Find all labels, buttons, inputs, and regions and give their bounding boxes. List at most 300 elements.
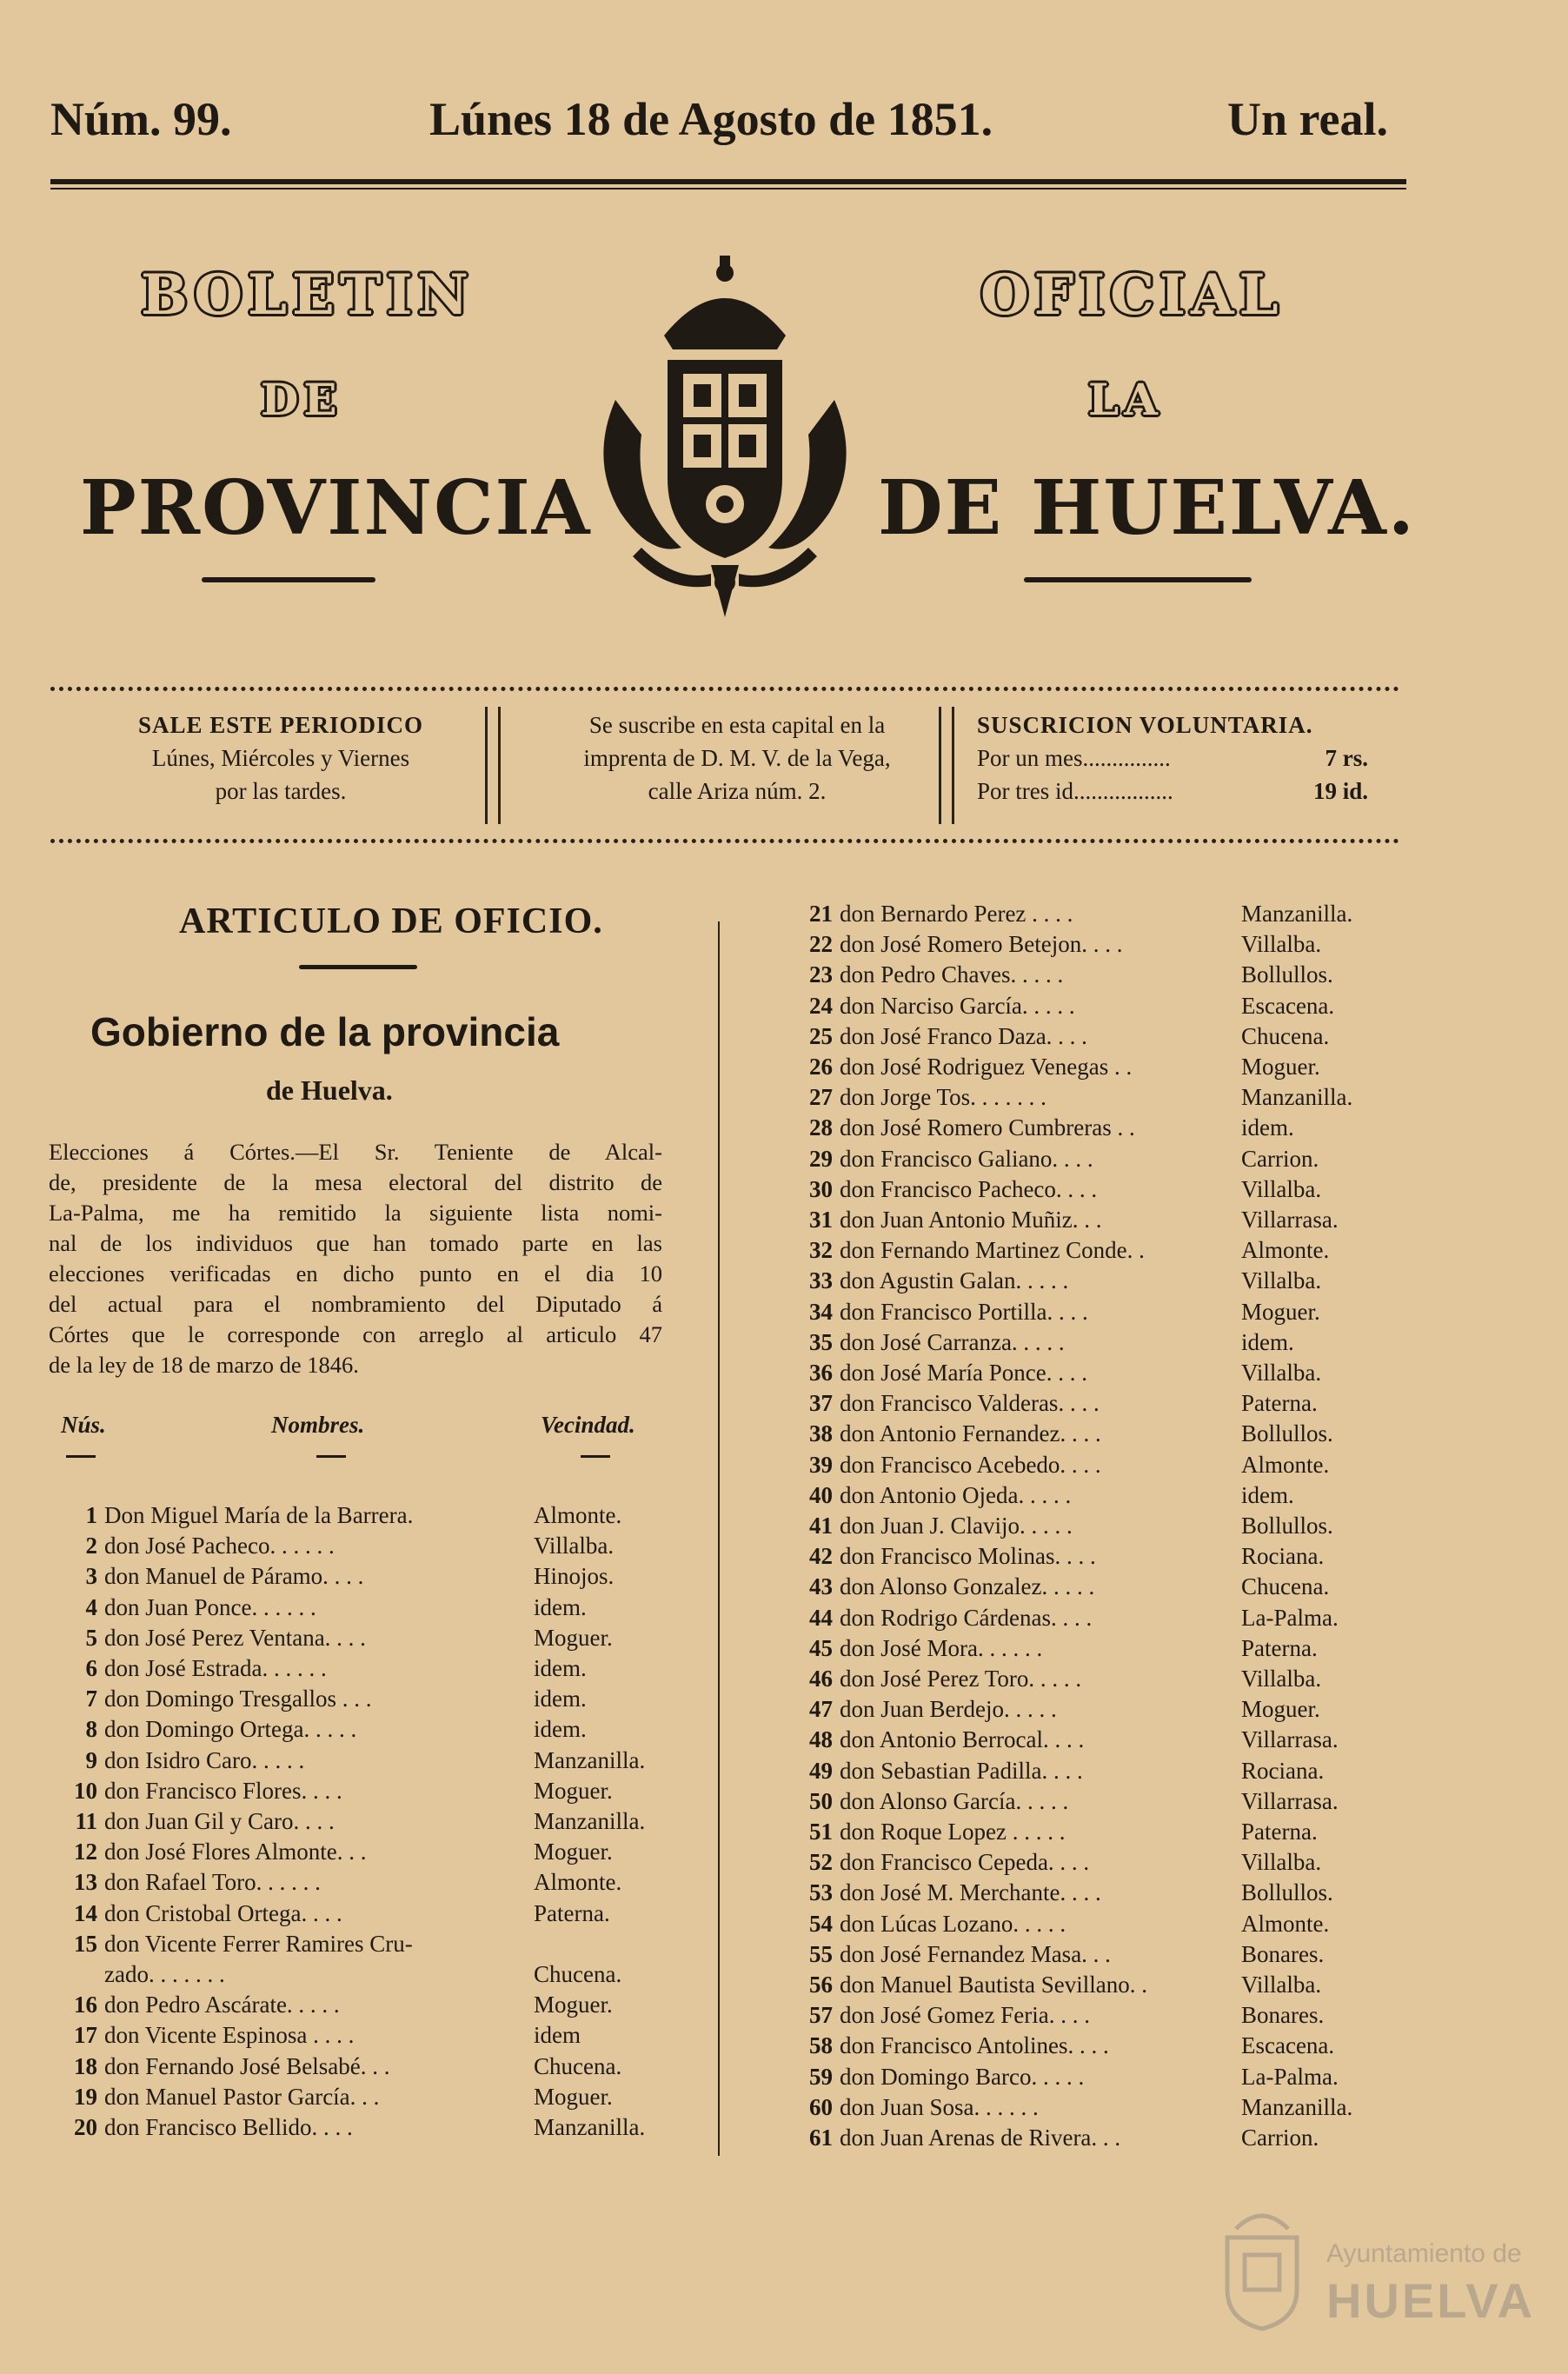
- table-row: [787, 1664, 1396, 1694]
- entry-name: don Narciso García. . . . .: [840, 992, 1075, 1019]
- entry-residence: Paterna.: [1241, 1819, 1318, 1845]
- entry-residence: Almonte.: [1241, 1237, 1330, 1264]
- entry-number: 61: [809, 2125, 833, 2151]
- entry-number: 18: [74, 2052, 97, 2079]
- table-row: [787, 1144, 1396, 1174]
- table-row: [49, 1990, 683, 2020]
- entry-name: don Francisco Valderas. . . .: [840, 1390, 1100, 1417]
- entry-name: don Manuel Bautista Sevillano. .: [840, 1972, 1147, 1998]
- entry-name: don Jorge Tos. . . . . . .: [840, 1084, 1046, 1111]
- entry-name: don Juan Gil y Caro. . . .: [104, 1808, 335, 1834]
- entry-number: 22: [809, 931, 833, 958]
- entry-name: don Roque Lopez . . . . .: [840, 1819, 1066, 1845]
- entry-name: don José Estrada. . . . . .: [104, 1655, 327, 1681]
- entry-residence: idem.: [1241, 1114, 1294, 1141]
- entry-number: 23: [809, 961, 833, 988]
- entry-residence: Villalba.: [1241, 1267, 1322, 1294]
- entry-name: don Pedro Chaves. . . . .: [840, 961, 1064, 988]
- entry-residence: Moguer.: [1241, 1696, 1320, 1723]
- entry-number: 56: [809, 1972, 833, 1998]
- table-row: [787, 1817, 1396, 1847]
- table-row: [787, 1174, 1396, 1205]
- entry-name: don Juan J. Clavijo. . . . .: [840, 1513, 1073, 1539]
- entry-name: don Juan Sosa. . . . . .: [840, 2093, 1039, 2120]
- entry-name: don Manuel de Páramo. . . .: [104, 1563, 364, 1590]
- entry-residence: idem.: [534, 1716, 587, 1743]
- table-row: [787, 1327, 1396, 1358]
- table-row: [787, 1388, 1396, 1419]
- entry-residence: idem.: [534, 1593, 587, 1620]
- table-row: [49, 1867, 683, 1898]
- entry-residence: idem.: [534, 1686, 587, 1712]
- entry-number: 29: [809, 1145, 833, 1172]
- entry-number: 1: [85, 1502, 97, 1528]
- entry-number: 13: [74, 1869, 97, 1896]
- entry-number: 2: [85, 1533, 97, 1559]
- table-row: [49, 1500, 683, 1531]
- entry-residence: Hinojos.: [534, 1563, 615, 1590]
- entry-name: don Cristobal Ortega. . . .: [104, 1899, 342, 1926]
- entry-number: 4: [85, 1593, 97, 1620]
- entry-number: 19: [74, 2083, 97, 2110]
- entry-residence: Bonares.: [1241, 1940, 1325, 1967]
- table-row: [49, 2082, 683, 2112]
- entry-name: don Domingo Barco. . . . .: [840, 2063, 1085, 2090]
- entry-name: don José Romero Cumbreras . .: [840, 1114, 1135, 1141]
- table-row: [49, 1929, 683, 1959]
- table-row: [787, 1909, 1396, 1939]
- paragraph-line: nal de los individuos que han tomado parte en las: [49, 1230, 662, 1256]
- entry-name: don José Romero Betejon. . . .: [840, 931, 1123, 958]
- table-row: [787, 1205, 1396, 1235]
- entry-name: don Vicente Espinosa . . . .: [104, 2022, 355, 2049]
- table-row: [49, 1653, 683, 1684]
- watermark-line-2: HUELVA: [1326, 2273, 1535, 2328]
- entry-name: don José M. Merchante. . . .: [840, 1879, 1101, 1906]
- entry-number: 16: [74, 1992, 97, 2018]
- entry-number: 24: [809, 992, 833, 1019]
- entry-name: don Vicente Ferrer Ramires Cru-: [104, 1930, 413, 1957]
- article-paragraph: [49, 1137, 662, 1380]
- table-row: [787, 1878, 1396, 1908]
- entry-name: don Lúcas Lozano. . . . .: [840, 1910, 1066, 1937]
- entry-number: 39: [809, 1451, 833, 1478]
- masthead-de: DE: [261, 374, 342, 425]
- entry-number: 14: [74, 1899, 97, 1926]
- coat-of-arms-icon: [581, 252, 869, 628]
- entry-residence: Villalba.: [1241, 1360, 1322, 1386]
- table-row: [787, 899, 1396, 929]
- article-subtitle: de Huelva.: [266, 1074, 393, 1106]
- entry-name: don Francisco Bellido. . . .: [104, 2114, 353, 2140]
- entry-name: don José María Ponce. . . .: [840, 1360, 1087, 1386]
- entry-number: 47: [809, 1696, 833, 1723]
- city-crest-watermark-icon: [1210, 2203, 1314, 2333]
- entry-number: 26: [809, 1054, 833, 1080]
- issue-number: Núm. 99.: [50, 93, 232, 145]
- entry-name: don Agustin Galan. . . . .: [840, 1267, 1069, 1294]
- table-row: [787, 960, 1396, 990]
- entry-residence: Chucena.: [534, 2052, 622, 2079]
- table-row: [49, 2020, 683, 2051]
- entry-residence: La-Palma.: [1241, 2063, 1339, 2090]
- table-row: [787, 1052, 1396, 1082]
- prices-title: SUSCRICION VOLUNTARIA.: [977, 712, 1313, 738]
- paragraph-line: elecciones verificadas en dicho punto en el dia 10: [49, 1260, 662, 1287]
- table-row: [787, 1847, 1396, 1878]
- issue-price: Un real.: [1227, 93, 1388, 145]
- paragraph-line: Elecciones á Córtes.—El Sr. Teniente de Alcal-: [49, 1139, 662, 1165]
- entry-residence: Villarrasa.: [1241, 1207, 1339, 1233]
- entry-residence: idem.: [534, 1655, 587, 1681]
- entry-number: 36: [809, 1360, 833, 1386]
- ornament-right: [1024, 577, 1252, 582]
- location-line-2: imprenta de D. M. V. de la Vega,: [583, 745, 891, 771]
- publication-schedule: [68, 708, 494, 808]
- location-line-1: Se suscribe en esta capital en la: [588, 712, 886, 738]
- entry-name: don José Fernandez Masa. . .: [840, 1940, 1111, 1967]
- header-dash-3: [581, 1455, 610, 1458]
- entry-name: don Bernardo Perez . . . .: [840, 901, 1073, 927]
- table-row: [787, 2031, 1396, 2061]
- table-row: [787, 1633, 1396, 1664]
- entry-number: 15: [74, 1930, 97, 1957]
- entry-name: don Francisco Acebedo. . . .: [840, 1451, 1101, 1478]
- entry-number: 31: [809, 1207, 833, 1233]
- entry-number: 7: [85, 1686, 97, 1712]
- entry-residence: Manzanilla.: [534, 1808, 646, 1834]
- entry-name: don Juan Arenas de Rivera. . .: [840, 2125, 1121, 2151]
- entry-residence: Manzanilla.: [534, 2114, 646, 2140]
- entry-residence: Bollullos.: [1241, 1513, 1333, 1539]
- entry-name: don Sebastian Padilla. . . .: [840, 1757, 1083, 1784]
- top-rule-thin: [50, 188, 1406, 190]
- table-row: [49, 1684, 683, 1714]
- entry-name: don Francisco Galiano. . . .: [840, 1145, 1093, 1172]
- table-row: [787, 929, 1396, 960]
- table-row: [787, 1419, 1396, 1449]
- table-row: [787, 1939, 1396, 1970]
- entry-number: 32: [809, 1237, 833, 1264]
- entry-name: don Isidro Caro. . . . .: [104, 1746, 305, 1773]
- entry-residence: Moguer.: [534, 1992, 613, 2018]
- entry-name: don Francisco Molinas. . . .: [840, 1543, 1096, 1570]
- masthead-provincia: PROVINCIA: [80, 464, 592, 552]
- section-ornament: [299, 965, 417, 969]
- table-row: [49, 1959, 683, 1990]
- entry-number: 55: [809, 1940, 833, 1967]
- entry-residence: Manzanilla.: [1241, 901, 1353, 927]
- paragraph-line: del actual para el nombramiento del Diputado á: [49, 1291, 662, 1317]
- entry-number: 40: [809, 1481, 833, 1508]
- masthead-de-huelva: DE HUELVA.: [878, 464, 1416, 552]
- entry-residence: Moguer.: [1241, 1298, 1320, 1325]
- entry-number: 9: [85, 1746, 97, 1773]
- entry-name: don José Franco Daza. . . .: [840, 1022, 1087, 1049]
- schedule-days: Lúnes, Miércoles y Viernes: [151, 745, 410, 771]
- table-row: [787, 1694, 1396, 1725]
- entry-residence: idem: [534, 2022, 581, 2049]
- table-row: [787, 991, 1396, 1021]
- issue-date: Lúnes 18 de Agosto de 1851.: [429, 93, 993, 145]
- entry-name: don Juan Antonio Muñiz. . .: [840, 1207, 1102, 1233]
- entry-name: don José Perez Toro. . . . .: [840, 1666, 1082, 1692]
- table-row: [49, 1899, 683, 1929]
- table-row: [787, 1450, 1396, 1480]
- entry-name: don Juan Ponce. . . . . .: [104, 1593, 316, 1620]
- entry-number: 43: [809, 1573, 833, 1600]
- entry-residence: Paterna.: [534, 1899, 610, 1926]
- entry-residence: Paterna.: [1241, 1634, 1318, 1661]
- entry-residence: Chucena.: [534, 1961, 622, 1987]
- ornament-left: [202, 577, 375, 582]
- entry-number: 6: [85, 1655, 97, 1681]
- table-row: [49, 2051, 683, 2082]
- entry-number: 17: [74, 2022, 97, 2049]
- entry-residence: idem.: [1241, 1328, 1294, 1355]
- entry-number: 38: [809, 1420, 833, 1447]
- entry-residence: Manzanilla.: [534, 1746, 646, 1773]
- table-row: [49, 1837, 683, 1867]
- entry-residence: Bonares.: [1241, 2002, 1325, 2029]
- entry-number: 11: [75, 1808, 97, 1834]
- entry-residence: Moguer.: [534, 1624, 613, 1651]
- entry-residence: Moguer.: [534, 2083, 613, 2110]
- entry-number: 52: [809, 1849, 833, 1876]
- price-row-three-months: [977, 775, 1385, 808]
- table-row: [787, 1358, 1396, 1388]
- entry-residence: Chucena.: [1241, 1022, 1330, 1049]
- table-row: [787, 1082, 1396, 1113]
- entry-name: don Domingo Tresgallos . . .: [104, 1686, 372, 1712]
- entry-name: don Antonio Berrocal. . . .: [840, 1726, 1085, 1753]
- paragraph-line: Córtes que le corresponde con arreglo al articulo 47: [49, 1321, 662, 1347]
- masthead-la: LA: [1088, 374, 1163, 425]
- table-row: [787, 1021, 1396, 1052]
- schedule-time: por las tardes.: [215, 778, 347, 804]
- subscription-location: [511, 708, 963, 808]
- entry-name: zado. . . . . . .: [104, 1961, 225, 1987]
- table-row: [49, 2112, 683, 2143]
- column-divider: [718, 921, 720, 2156]
- entry-number: 25: [809, 1022, 833, 1049]
- table-row: [49, 1561, 683, 1592]
- entry-residence: Moguer.: [534, 1839, 613, 1865]
- masthead-oficial: OFICIAL: [980, 263, 1284, 328]
- entry-residence: Bollullos.: [1241, 1879, 1333, 1906]
- masthead-boletin: BOLETIN: [141, 263, 474, 328]
- entry-number: 50: [809, 1787, 833, 1814]
- entry-residence: Rociana.: [1241, 1543, 1325, 1570]
- entry-number: 59: [809, 2063, 833, 2090]
- table-row: [787, 1297, 1396, 1327]
- top-rule-thick: [50, 179, 1406, 184]
- entry-number: 21: [809, 901, 833, 927]
- entry-residence: Paterna.: [1241, 1390, 1318, 1417]
- entry-number: 30: [809, 1175, 833, 1202]
- entry-name: don Francisco Flores. . . .: [104, 1777, 342, 1804]
- entry-residence: Chucena.: [1241, 1573, 1330, 1600]
- entry-name: Don Miguel María de la Barrera.: [104, 1502, 414, 1528]
- entry-number: 42: [809, 1543, 833, 1570]
- table-row: [787, 1786, 1396, 1817]
- entry-name: don José Mora. . . . . .: [840, 1634, 1043, 1661]
- info-separator-1: [485, 707, 501, 824]
- entry-number: 46: [809, 1666, 833, 1692]
- paragraph-line: de la ley de 18 de marzo de 1846.: [49, 1352, 359, 1378]
- subscription-info-box: [50, 687, 1399, 843]
- entry-name: don Antonio Ojeda. . . . .: [840, 1481, 1072, 1508]
- header-residence: Vecindad.: [541, 1412, 635, 1438]
- entry-name: don José Perez Ventana. . . .: [104, 1624, 366, 1651]
- entry-number: 57: [809, 2002, 833, 2029]
- paragraph-line: de, presidente de la mesa electoral del distrito de: [49, 1169, 662, 1195]
- table-row: [49, 1531, 683, 1561]
- header-dash-1: [66, 1455, 96, 1458]
- entry-number: 58: [809, 2032, 833, 2059]
- table-row: [787, 1970, 1396, 2000]
- entry-residence: Rociana.: [1241, 1757, 1325, 1784]
- table-row: [49, 1623, 683, 1653]
- table-row: [787, 1113, 1396, 1143]
- table-row: [787, 1235, 1396, 1266]
- table-row: [787, 1541, 1396, 1572]
- section-title: ARTICULO DE OFICIO.: [179, 901, 603, 941]
- entry-name: don Francisco Portilla. . . .: [840, 1298, 1088, 1325]
- entry-number: 37: [809, 1390, 833, 1417]
- price-label-three-months: Por tres id.................: [977, 778, 1173, 804]
- entry-number: 53: [809, 1879, 833, 1906]
- entry-residence: Almonte.: [534, 1869, 622, 1896]
- entry-residence: Villalba.: [1241, 1666, 1322, 1692]
- entry-number: 54: [809, 1910, 833, 1937]
- entry-number: 10: [74, 1777, 97, 1804]
- watermark-line-1: Ayuntamiento de: [1326, 2239, 1522, 2268]
- entry-number: 12: [74, 1839, 97, 1865]
- entry-name: don José Pacheco. . . . . .: [104, 1533, 335, 1559]
- entry-number: 20: [74, 2114, 97, 2140]
- entry-name: don Antonio Fernandez. . . .: [840, 1420, 1101, 1447]
- entry-name: don José Flores Almonte. . .: [104, 1839, 367, 1865]
- entry-name: don Francisco Antolines. . . .: [840, 2032, 1109, 2059]
- entry-number: 34: [809, 1298, 833, 1325]
- entry-residence: Villarrasa.: [1241, 1787, 1339, 1814]
- entry-number: 49: [809, 1757, 833, 1784]
- entry-residence: La-Palma.: [1241, 1604, 1339, 1631]
- entry-number: 48: [809, 1726, 833, 1753]
- entry-residence: Villalba.: [1241, 1972, 1322, 1998]
- entry-number: 44: [809, 1604, 833, 1631]
- entry-name: don Francisco Pacheco. . . .: [840, 1175, 1098, 1202]
- price-row-month: [977, 741, 1385, 775]
- table-row: [787, 2123, 1396, 2153]
- paragraph-line: La-Palma, me ha remitido la siguiente lista nomi-: [49, 1200, 662, 1226]
- table-row: [787, 1511, 1396, 1541]
- table-row: [787, 1480, 1396, 1511]
- entry-number: 27: [809, 1084, 833, 1111]
- table-row: [49, 1776, 683, 1806]
- entry-residence: Carrion.: [1241, 1145, 1319, 1172]
- table-row: [49, 1714, 683, 1745]
- table-row: [787, 2000, 1396, 2031]
- entry-residence: Villalba.: [534, 1533, 615, 1559]
- entry-residence: Almonte.: [1241, 1451, 1330, 1478]
- entry-name: don Alonso Gonzalez. . . . .: [840, 1573, 1095, 1600]
- entry-residence: Almonte.: [534, 1502, 622, 1528]
- entry-name: don Juan Berdejo. . . . .: [840, 1696, 1057, 1723]
- table-row: [787, 1572, 1396, 1602]
- table-row: [787, 1603, 1396, 1633]
- entry-number: 35: [809, 1328, 833, 1355]
- entry-name: don Fernando José Belsabé. . .: [104, 2052, 390, 2079]
- table-row: [787, 1756, 1396, 1786]
- location-line-3: calle Ariza núm. 2.: [648, 778, 827, 804]
- entry-name: don Manuel Pastor García. . .: [104, 2083, 380, 2110]
- header-dash-2: [316, 1455, 346, 1458]
- entry-residence: Moguer.: [534, 1777, 613, 1804]
- table-row: [49, 1593, 683, 1623]
- price-value-three-months: 19 id.: [1312, 778, 1368, 804]
- entry-number: 8: [85, 1716, 97, 1743]
- header-names: Nombres.: [271, 1412, 365, 1438]
- schedule-title: SALE ESTE PERIODICO: [137, 712, 424, 738]
- entry-name: don Alonso García. . . . .: [840, 1787, 1069, 1814]
- entry-residence: Moguer.: [1241, 1054, 1320, 1080]
- entry-residence: Carrion.: [1241, 2125, 1319, 2151]
- entry-residence: Escacena.: [1241, 992, 1335, 1019]
- info-separator-2: [939, 707, 954, 824]
- entry-residence: Almonte.: [1241, 1910, 1330, 1937]
- entry-residence: Manzanilla.: [1241, 1084, 1353, 1111]
- table-row: [49, 1806, 683, 1837]
- entry-name: don José Gomez Feria. . . .: [840, 2002, 1090, 2029]
- entry-residence: Manzanilla.: [1241, 2093, 1353, 2120]
- table-row: [787, 2062, 1396, 2092]
- entry-residence: Bollullos.: [1241, 961, 1333, 988]
- entry-residence: Bollullos.: [1241, 1420, 1333, 1447]
- entry-residence: Villalba.: [1241, 1175, 1322, 1202]
- table-row: [49, 1746, 683, 1776]
- price-value-month: 7 rs.: [1325, 745, 1368, 771]
- entry-number: 5: [85, 1624, 97, 1651]
- entry-number: 41: [809, 1513, 833, 1539]
- entry-name: don Rafael Toro. . . . . .: [104, 1869, 321, 1896]
- table-row: [787, 2092, 1396, 2123]
- entry-name: don Domingo Ortega. . . . .: [104, 1716, 357, 1743]
- table-row: [787, 1266, 1396, 1296]
- entry-residence: Escacena.: [1241, 2032, 1335, 2059]
- entry-number: 28: [809, 1114, 833, 1141]
- price-label-month: Por un mes...............: [977, 745, 1171, 771]
- entry-number: 33: [809, 1267, 833, 1294]
- subscription-prices: [977, 708, 1385, 808]
- entry-name: don José Carranza. . . . .: [840, 1328, 1065, 1355]
- entry-number: 45: [809, 1634, 833, 1661]
- entry-residence: Villalba.: [1241, 931, 1322, 958]
- entry-name: don Pedro Ascárate. . . . .: [104, 1992, 340, 2018]
- entry-number: 60: [809, 2093, 833, 2120]
- entry-name: don Francisco Cepeda. . . .: [840, 1849, 1090, 1876]
- entry-residence: idem.: [1241, 1481, 1294, 1508]
- entry-residence: Villalba.: [1241, 1849, 1322, 1876]
- entry-name: don Rodrigo Cárdenas. . . .: [840, 1604, 1093, 1631]
- entry-name: don José Rodriguez Venegas . .: [840, 1054, 1133, 1080]
- entry-residence: Villarrasa.: [1241, 1726, 1339, 1753]
- entry-number: 3: [85, 1563, 97, 1590]
- header-numbers: Nús.: [61, 1412, 106, 1438]
- table-row: [787, 1725, 1396, 1755]
- article-title: Gobierno de la provincia: [90, 1009, 560, 1054]
